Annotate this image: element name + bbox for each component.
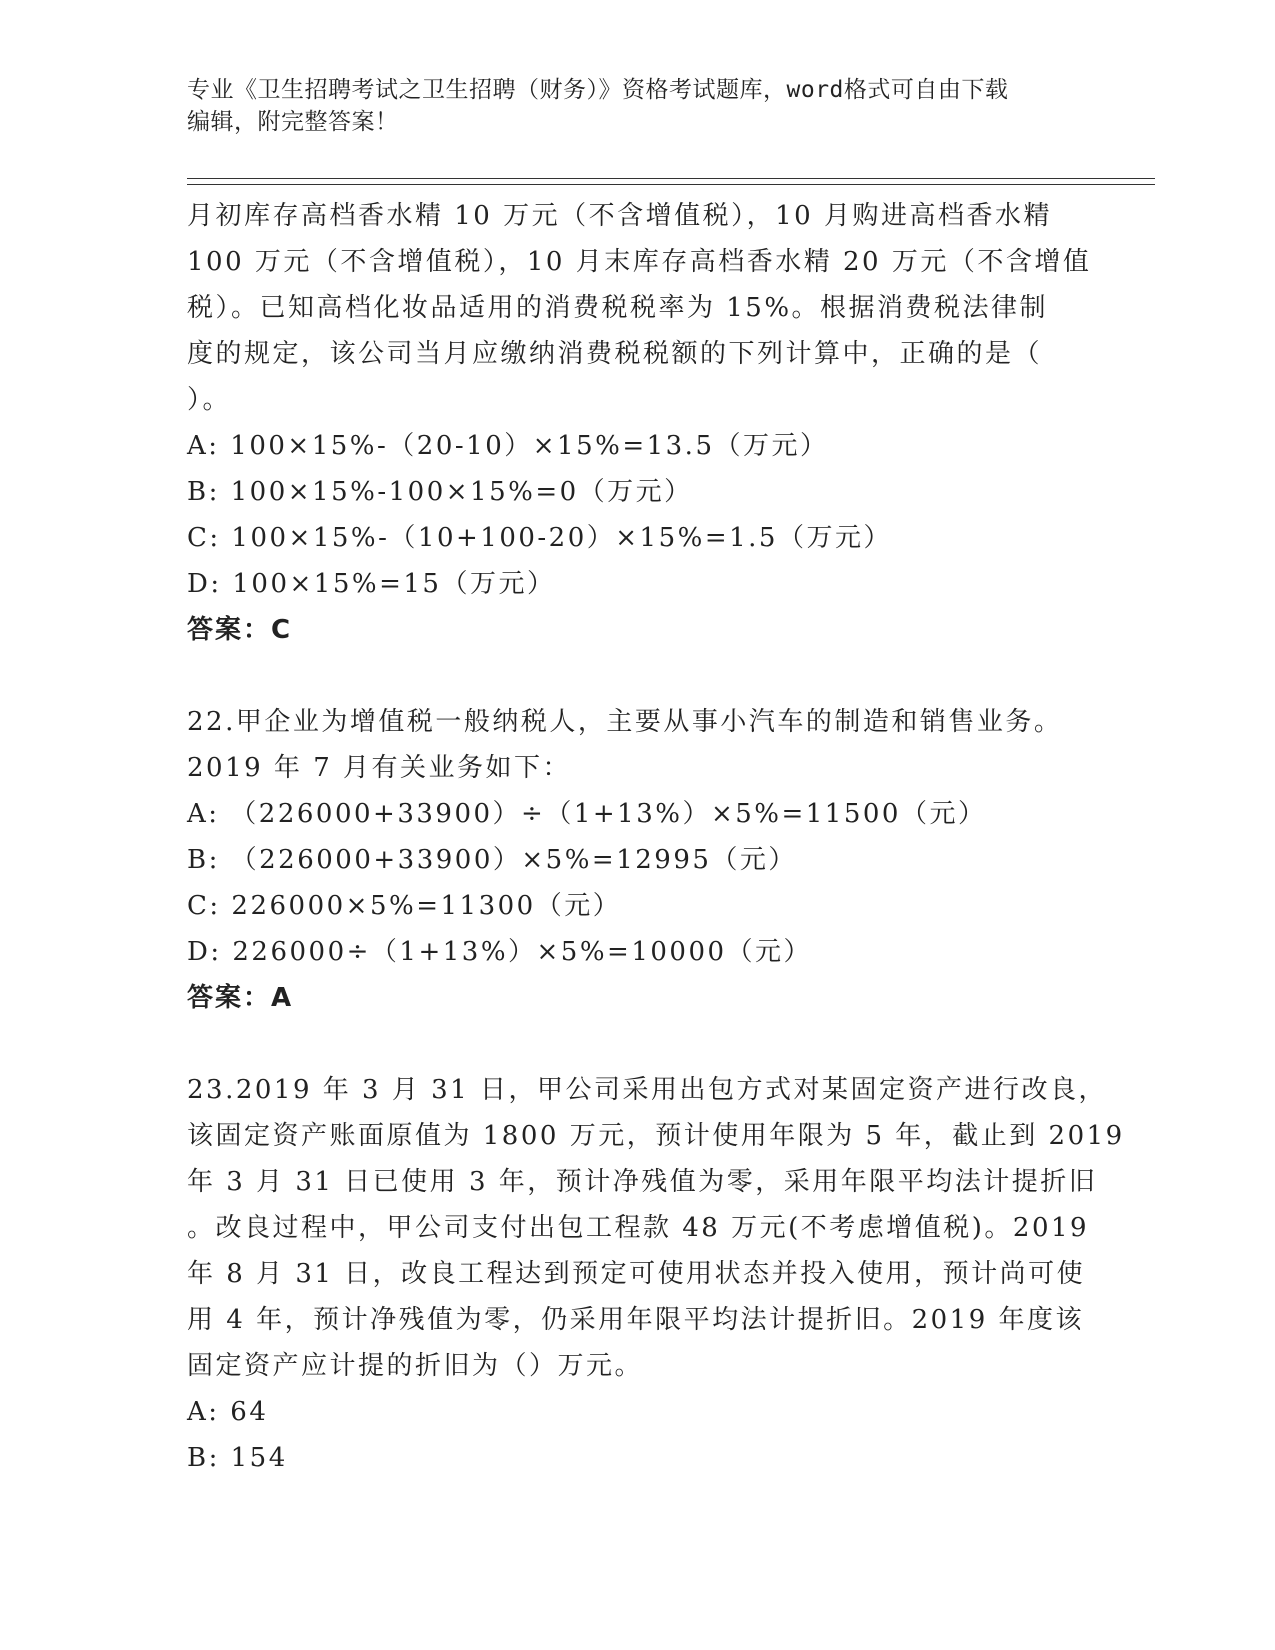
header-line-1: 专业《卫生招聘考试之卫生招聘（财务）》资格考试题库，word格式可自由下载 bbox=[187, 77, 1009, 103]
question-stem-line: 固定资产应计提的折旧为（）万元。 bbox=[187, 1351, 644, 1381]
question-stem-line: 年 3 月 31 日已使用 3 年，预计净残值为零，采用年限平均法计提折旧 bbox=[187, 1167, 1098, 1197]
question-stem-line: 该固定资产账面原值为 1800 万元，预计使用年限为 5 年，截止到 2019 bbox=[187, 1121, 1125, 1151]
question-stem-line: 月初库存高档香水精 10 万元（不含增值税），10 月购进高档香水精 bbox=[187, 201, 1052, 231]
answer-label: 答案：C bbox=[187, 615, 293, 645]
question-stem-line: 23.2019 年 3 月 31 日，甲公司采用出包方式对某固定资产进行改良， bbox=[187, 1075, 1107, 1105]
option-a: A: 64 bbox=[187, 1397, 269, 1427]
option-b: B: 100×15%-100×15%=0（万元） bbox=[187, 477, 693, 507]
header-divider-top bbox=[187, 178, 1155, 179]
option-d: D: 100×15%=15（万元） bbox=[187, 569, 556, 599]
question-stem-line: 100 万元（不含增值税），10 月末库存高档香水精 20 万元（不含增值 bbox=[187, 247, 1092, 277]
answer-label: 答案：A bbox=[187, 983, 294, 1013]
document-body bbox=[187, 193, 1125, 1481]
question-stem-line: 22.甲企业为增值税一般纳税人，主要从事小汽车的制造和销售业务。 bbox=[187, 707, 1063, 737]
question-21 bbox=[187, 193, 1092, 653]
option-c: C: 100×15%-（10+100-20）×15%=1.5（万元） bbox=[187, 523, 892, 553]
header-divider-bottom bbox=[187, 184, 1155, 185]
option-a: A: （226000+33900）÷（1+13%）×5%=11500（元） bbox=[187, 799, 987, 829]
option-b: B: （226000+33900）×5%=12995（元） bbox=[187, 845, 797, 875]
option-b: B: 154 bbox=[187, 1443, 288, 1473]
question-spacer bbox=[187, 1021, 1087, 1067]
document-header bbox=[187, 74, 1077, 138]
question-stem-line: 。改良过程中，甲公司支付出包工程款 48 万元(不考虑增值税)。2019 bbox=[187, 1213, 1090, 1243]
question-stem-line: 税）。已知高档化妆品适用的消费税税率为 15%。根据消费税法律制 bbox=[187, 293, 1049, 323]
option-a: A: 100×15%-（20-10）×15%=13.5（万元） bbox=[187, 431, 829, 461]
header-line-2: 编辑，附完整答案！ bbox=[187, 109, 399, 135]
question-spacer bbox=[187, 653, 1087, 699]
question-stem-line: 2019 年 7 月有关业务如下： bbox=[187, 753, 572, 783]
question-stem-line: 年 8 月 31 日，改良工程达到预定可使用状态并投入使用，预计尚可使 bbox=[187, 1259, 1086, 1289]
option-d: D: 226000÷（1+13%）×5%=10000（元） bbox=[187, 937, 813, 967]
question-stem-line: 用 4 年，预计净残值为零，仍采用年限平均法计提折旧。2019 年度该 bbox=[187, 1305, 1085, 1335]
question-stem-line: ）。 bbox=[187, 385, 232, 415]
option-c: C: 226000×5%=11300（元） bbox=[187, 891, 622, 921]
question-stem-line: 度的规定，该公司当月应缴纳消费税税额的下列计算中，正确的是（ bbox=[187, 339, 1043, 369]
question-23 bbox=[187, 1067, 1125, 1481]
question-22 bbox=[187, 699, 1087, 1021]
